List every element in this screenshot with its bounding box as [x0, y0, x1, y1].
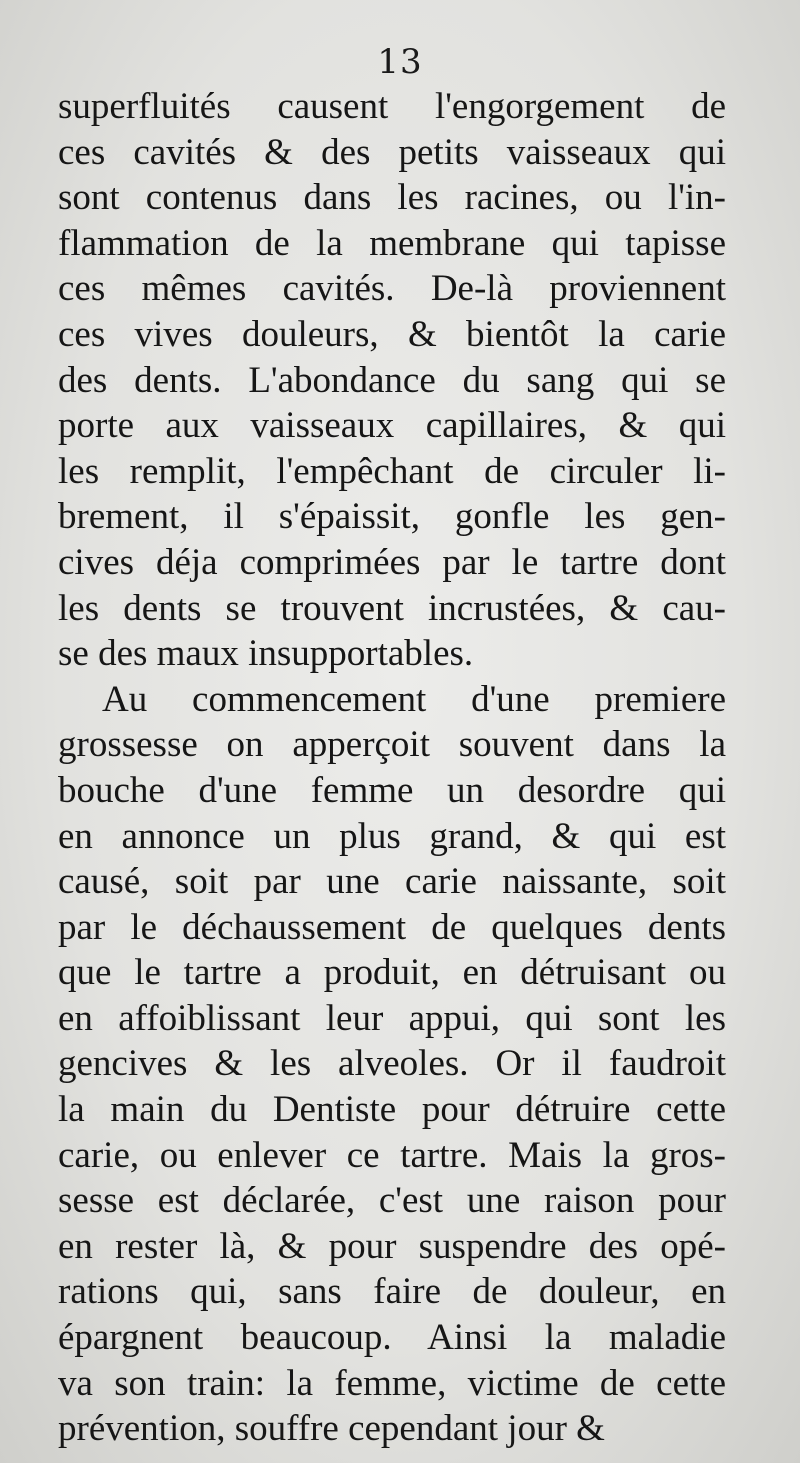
- paragraph-start-line: Au commencement d'une premiere: [102, 678, 726, 720]
- text-line: va son train: la femme, victime de cette: [58, 1362, 726, 1404]
- text-line: porte aux vaisseaux capillaires, & qui: [58, 405, 726, 447]
- text-line: cives déja comprimées par le tartre dont: [58, 541, 726, 583]
- text-line: brement, il s'épaissit, gonfle les gen-: [58, 496, 726, 538]
- text-line: sesse est déclarée, c'est une raison pour: [58, 1180, 726, 1222]
- text-line: superfluités causent l'engorgement de: [58, 86, 726, 127]
- text-line: les remplit, l'empêchant de circuler li-: [58, 450, 726, 492]
- text-line: épargnent beaucoup. Ainsi la maladie: [58, 1317, 726, 1359]
- text-line: par le déchaussement de quelques dents: [58, 906, 726, 948]
- text-line: ces cavités & des petits vaisseaux qui: [58, 131, 726, 173]
- text-line: ces vives douleurs, & bientôt la carie: [58, 313, 726, 355]
- text-line: sont contenus dans les racines, ou l'in-: [58, 177, 726, 219]
- paragraph-end-line: se des maux insupportables.: [58, 633, 474, 675]
- text-line: grossesse on apperçoit souvent dans la: [58, 724, 726, 766]
- text-line: ces mêmes cavités. De-là proviennent: [58, 268, 726, 310]
- text-line: en annonce un plus grand, & qui est: [58, 815, 726, 857]
- text-line: flammation de la membrane qui tapisse: [58, 222, 726, 264]
- text-line: en rester là, & pour suspendre des opé-: [58, 1225, 726, 1267]
- text-line: carie, ou enlever ce tartre. Mais la gros-: [58, 1134, 726, 1176]
- text-line: bouche d'une femme un desordre qui: [58, 769, 726, 811]
- page-number: 13: [377, 42, 423, 82]
- text-line: en affoiblissant leur appui, qui sont les: [58, 997, 726, 1039]
- text-line: causé, soit par une carie naissante, soit: [58, 861, 726, 903]
- text-line: que le tartre a produit, en détruisant ou: [58, 952, 726, 994]
- body-text: [58, 84, 726, 1452]
- text-line: la main du Dentiste pour détruire cette: [58, 1089, 726, 1131]
- text-line: des dents. L'abondance du sang qui se: [58, 359, 726, 401]
- text-line: rations qui, sans faire de douleur, en: [58, 1271, 726, 1313]
- text-line: prévention, souffre cependant jour &: [58, 1408, 605, 1450]
- text-line: les dents se trouvent incrustées, & cau-: [58, 587, 726, 629]
- text-line: gencives & les alveoles. Or il faudroit: [58, 1043, 726, 1085]
